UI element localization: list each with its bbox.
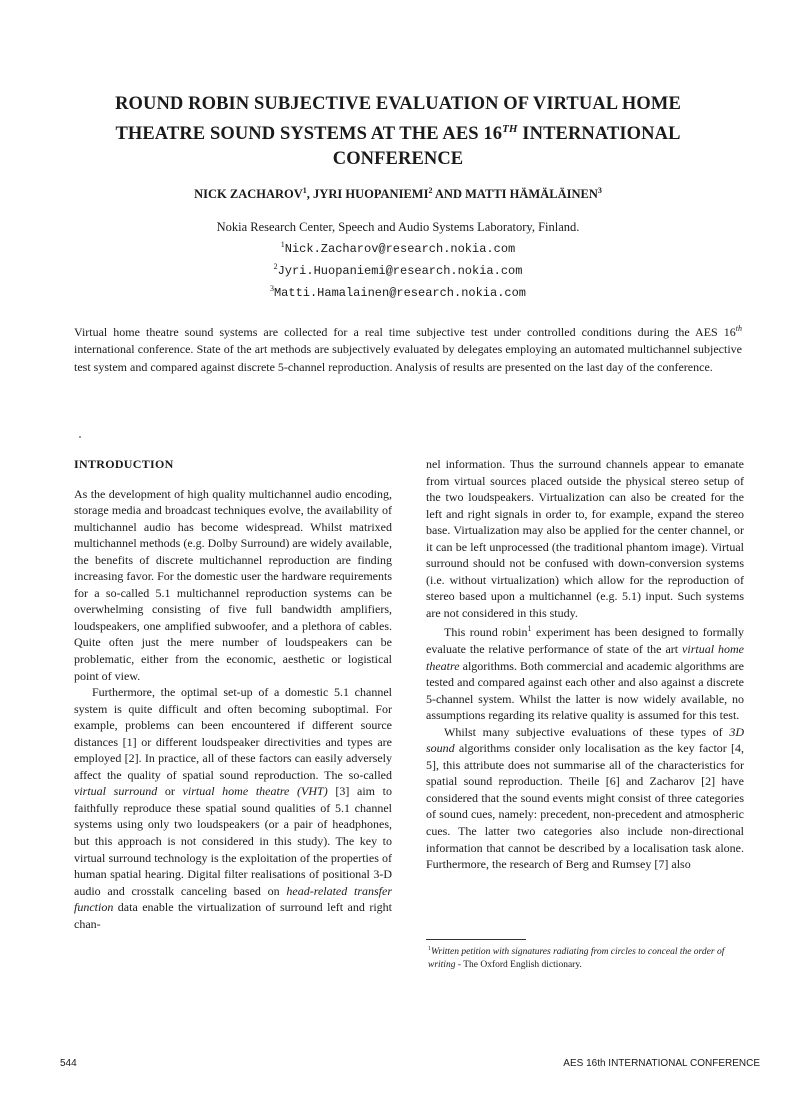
author-2-mark: 2 xyxy=(428,186,433,195)
title-line-2 xyxy=(60,117,736,147)
footnote-rule xyxy=(426,939,526,940)
email-address: Nick.Zacharov@research.nokia.com xyxy=(284,242,516,257)
paragraph-text: algorithms consider only localisation as the key factor [4, 5], this attribute does not summarise all of the characteristics for spatial sound reproduction. Theile [6] and Zacharov [2] have considered that the sound events might consist of three categories of sound cues, namely: precedent, non-precedent and atmospheric cues. The latter two categories also include non-directional information that cannot be described by a localisation task alone. Furthermore, the research of Berg and Rumsey [7] also xyxy=(426,741,744,872)
paragraph-text: Whilst many subjective evaluations of these types of xyxy=(444,724,730,739)
email-address: Matti.Hamalainen@research.nokia.com xyxy=(273,286,527,301)
paragraph-text: data enable the virtualization of surround left and right chan- xyxy=(74,900,392,931)
email-mark: 2 xyxy=(273,262,278,272)
title-line-2-end: INTERNATIONAL xyxy=(517,124,681,145)
affiliation-block xyxy=(60,219,736,302)
author-1: NICK ZACHAROV xyxy=(194,187,303,202)
scan-speck xyxy=(79,436,81,438)
paragraph-text: Furthermore, the optimal set-up of a domestic 5.1 channel system is quite difficult and often becoming suboptimal. For example, problems can been encountered if different source distances [1] or different loudspeaker directivities and types are employed [2]. In practice, all of these factors can easily adversely affect the quality of spatial sound reproduction. The so-called xyxy=(74,685,392,782)
title-superscript: TH xyxy=(502,123,518,135)
title-line-2-start: THEATRE SOUND SYSTEMS AT THE AES 16 xyxy=(115,124,503,145)
abstract-superscript: th xyxy=(735,324,742,333)
author-separator: AND xyxy=(432,187,466,202)
italic-term: head-related transfer function xyxy=(74,883,393,915)
paragraph-text: This round robin xyxy=(444,625,528,640)
italic-term: virtual home theatre xyxy=(426,642,744,673)
abstract-text: international conference. State of the art methods are subjectively evaluated by delegates employing an automated multichannel subjective test system and compared against discrete 5-channel reproduction. Analysis of results are presented on the last day of the conference. xyxy=(74,342,742,374)
footnote-text xyxy=(426,943,744,972)
paragraph-1: As the development of high quality multichannel audio encoding, storage media and broadcast techniques evolve, the availability of multichannel audio has become widespread. Whilst matrixed multichannel methods (e.g. Dolby Surround) are widely available, the benefits of discrete multichannel reproduction are finding increasing favor. For the domestic user the hardware requirements for a so-called 5.1 multichannel reproduction systems can be overwhelming consisting of five full bandwidth amplifiers, loudspeakers, one amplified subwoofer, and a plethora of cables. Quite often just the mere number of loudspeakers can be problematic, either from the economic, aesthetic or logistical point of view. xyxy=(74,486,392,683)
title-line-1: ROUND ROBIN SUBJECTIVE EVALUATION OF VIRTUAL HOME xyxy=(115,94,681,114)
paragraph-3 xyxy=(426,621,744,723)
abstract xyxy=(74,320,742,376)
section-heading: INTRODUCTION xyxy=(74,457,174,471)
paragraph-2-continued: nel information. Thus the surround channels appear to emanate from virtual sources placed outside the physical stereo setup of the two loudspeakers. Virtualization can also be created for the left and right signals in order to, for example, expand the stereo base. Virtualization may also be applied for the center channel, or it can be left unprocessed (the traditional phantom image). Virtual surround should not be confused with down-conversion systems (i.e. without virtualization) which allow for the reproduction of stereo based upon a multichannel (e.g. 5.1) input. Such systems are not considered in this study. xyxy=(426,457,744,620)
running-footer: AES 16th INTERNATIONAL CONFERENCE xyxy=(563,1058,760,1069)
paper-title xyxy=(60,92,736,172)
author-list xyxy=(60,186,736,202)
email-line xyxy=(60,236,736,258)
italic-term: virtual surround xyxy=(74,784,158,799)
paragraph-2-start xyxy=(74,684,392,932)
email-mark: 3 xyxy=(269,284,274,294)
email-line xyxy=(60,258,736,280)
italic-term: 3D sound xyxy=(426,724,744,756)
paragraph-4 xyxy=(426,724,744,873)
abstract-text: Virtual home theatre sound systems are collected for a real time subjective test under controlled conditions during the AES 16 xyxy=(74,325,736,339)
paragraph-text: or xyxy=(157,784,183,799)
paragraph-text: [3] aim to faithfully reproduce these spatial sound qualities of 5.1 channel systems using only two loudspeakers (or a pair of headphones, but this approach is not considered in this study). The key to virtual surround technology is the exploitation of the properties of human spatial hearing. Digital filter realisations of positional 3-D audio and crosstalk canceling based on xyxy=(74,784,392,898)
page-number: 544 xyxy=(60,1058,77,1069)
italic-term: virtual home theatre (VHT) xyxy=(182,784,328,799)
footnote-mark: 1 xyxy=(527,624,532,634)
paragraph-text: algorithms. Both commercial and academic algorithms are tested and compared against each other and also against a discrete 5-channel system. Whilst the latter is now widely available, no assumptions regarding its relative quality is assumed for this test. xyxy=(426,658,744,723)
footnote-italic: Written petition with signatures radiating from circles to conceal the order of writing xyxy=(428,947,725,971)
author-1-mark: 1 xyxy=(302,186,307,195)
author-3: MATTI HÄMÄLÄINEN xyxy=(465,187,598,202)
author-separator: , xyxy=(306,187,314,202)
footnote xyxy=(426,939,744,972)
institution: Nokia Research Center, Speech and Audio Systems Laboratory, Finland. xyxy=(216,220,580,234)
right-column xyxy=(426,456,744,873)
author-3-mark: 3 xyxy=(597,186,602,195)
footnote-number: 1 xyxy=(428,946,431,952)
title-line-3: CONFERENCE xyxy=(332,149,464,170)
left-column xyxy=(74,456,392,932)
footnote-source: - The Oxford English dictionary. xyxy=(455,960,582,971)
email-mark: 1 xyxy=(280,240,285,249)
author-2: JYRI HUOPANIEMI xyxy=(313,187,429,202)
email-address: Jyri.Huopaniemi@research.nokia.com xyxy=(277,264,523,279)
email-line xyxy=(60,280,736,302)
paragraph-text: experiment has been designed to formally evaluate the relative performance of state of the art xyxy=(426,625,744,657)
